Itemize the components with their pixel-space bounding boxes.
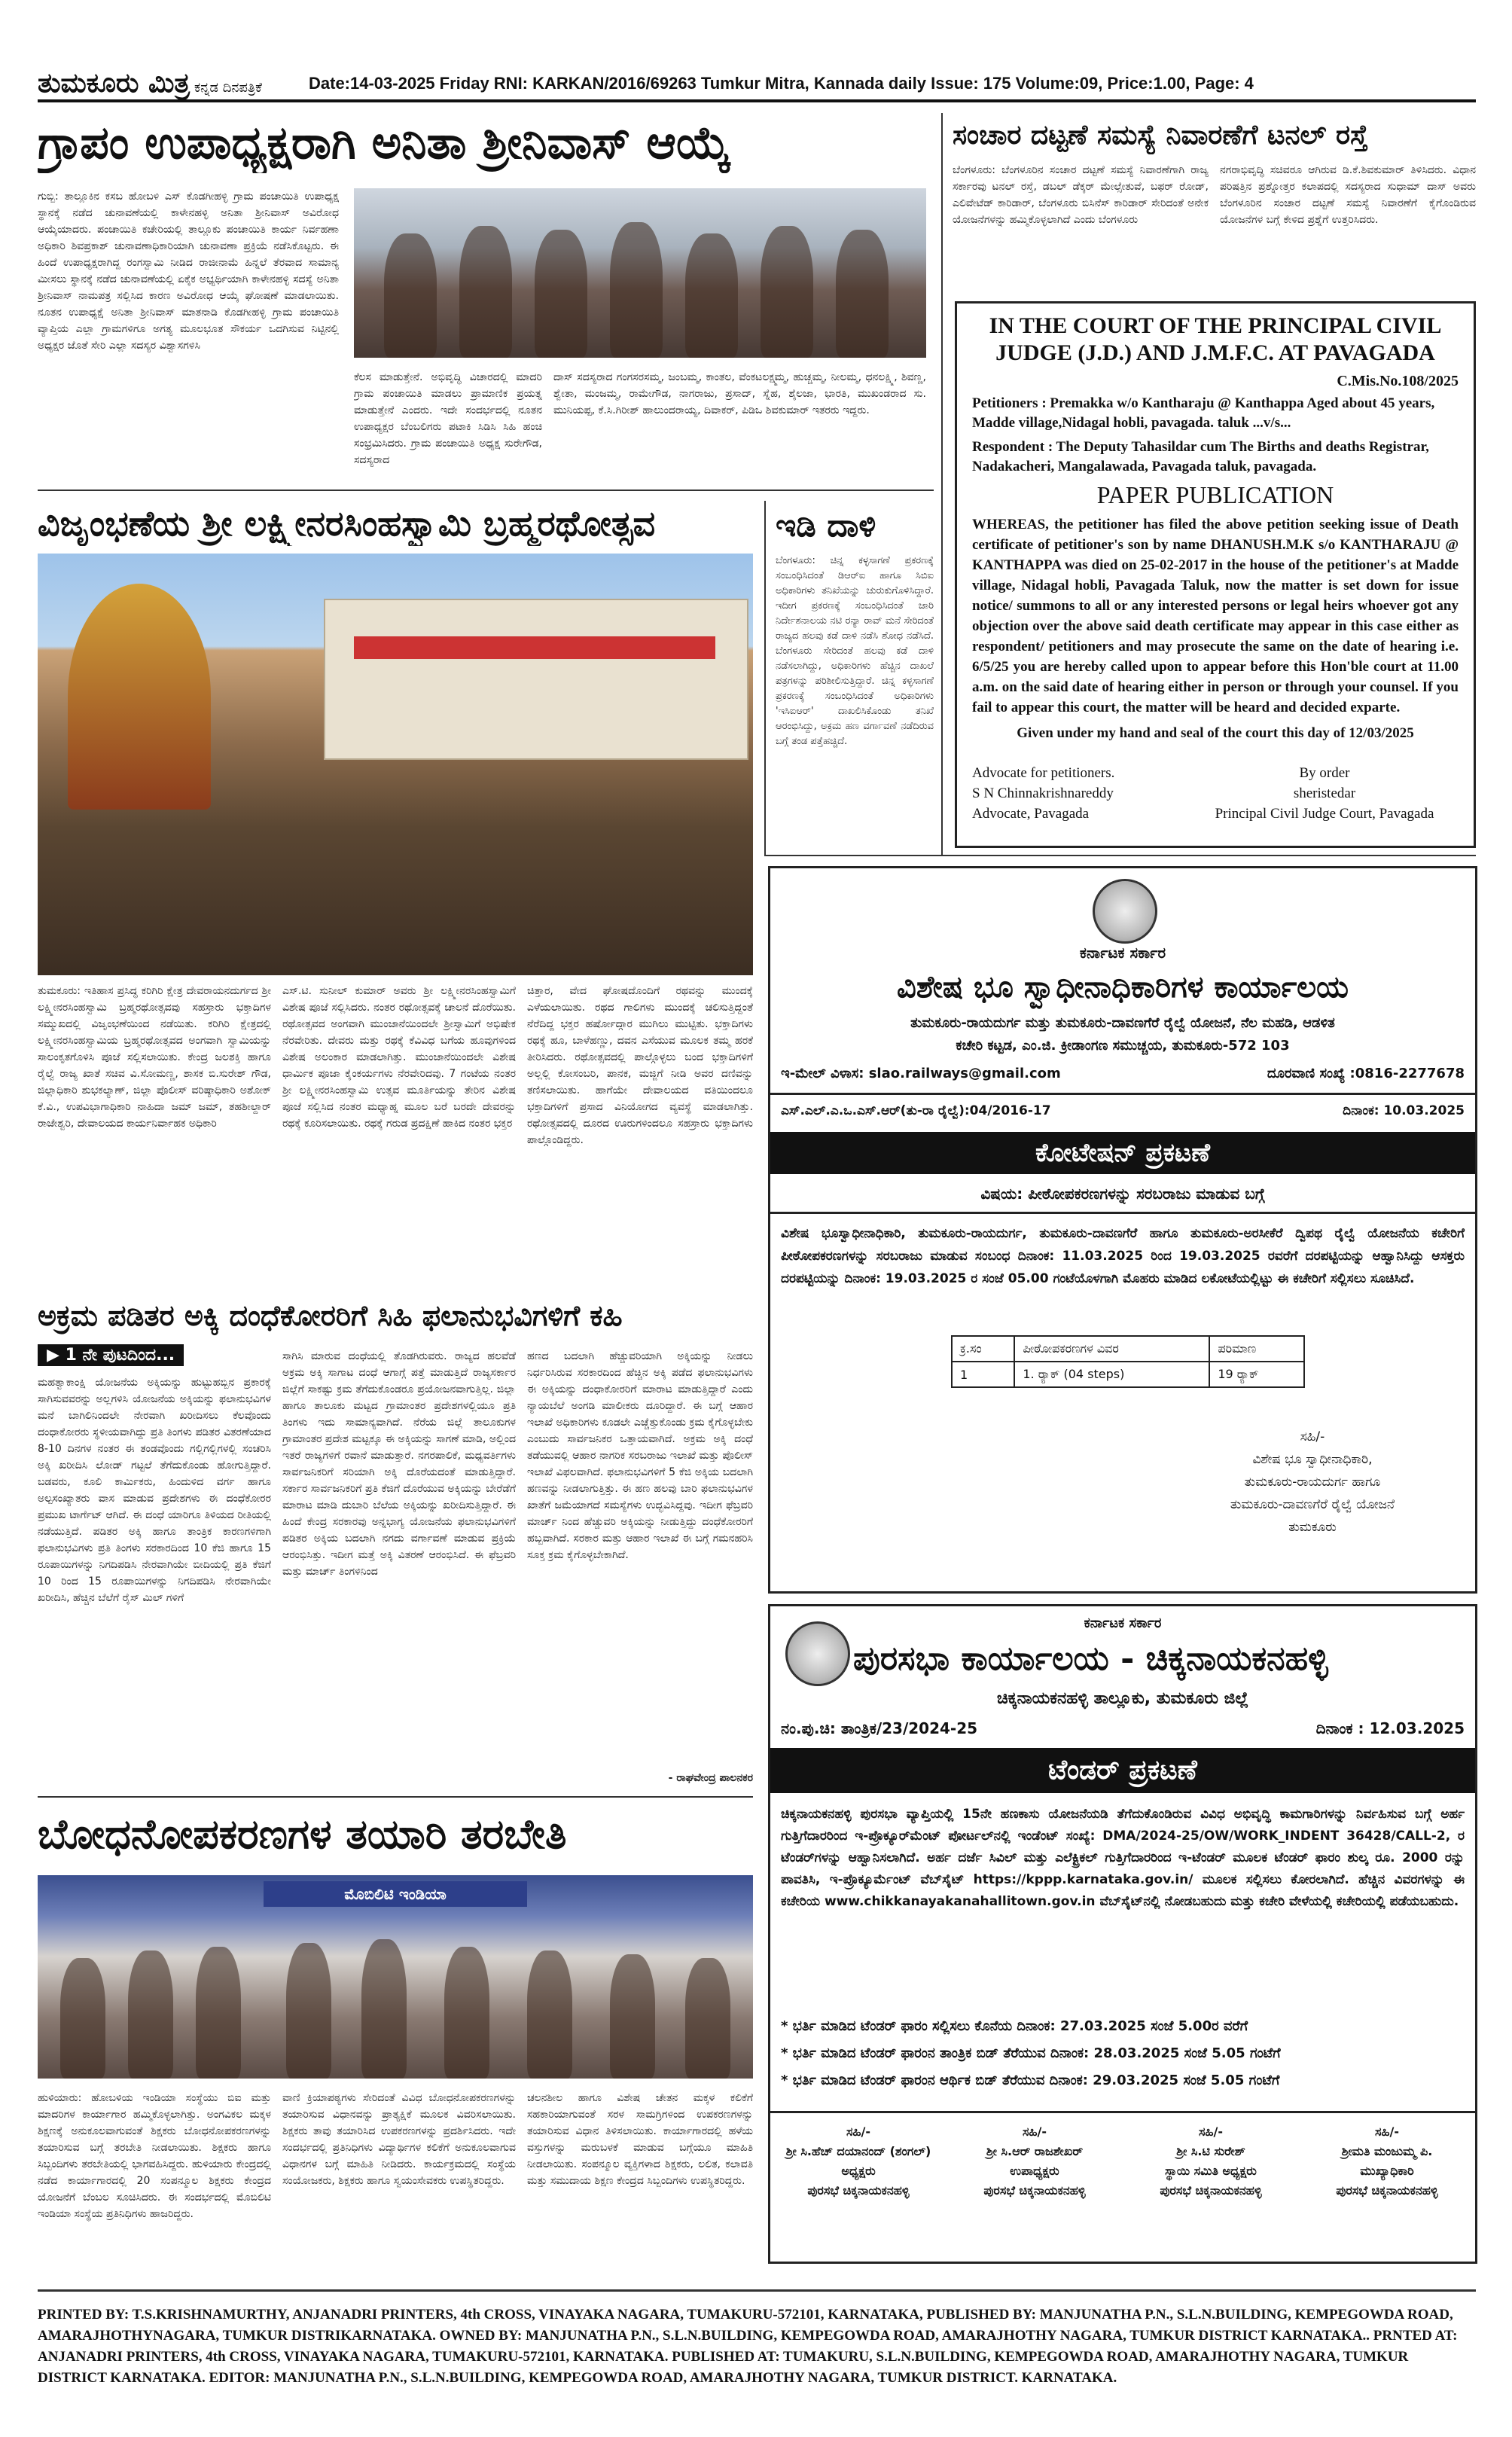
land-addr2: ಕಚೇರಿ ಕಟ್ಟಡ, ಎಂ.ಜಿ. ಕ್ರೀಡಾಂಗಣ ಸಮುಚ್ಚಯ, ತುಮಕೂರು-572 103 [956, 1038, 1290, 1054]
story1-headline: ಗ್ರಾಪಂ ಉಪಾಧ್ಯಕ್ಷರಾಗಿ ಅನಿತಾ ಶ್ರೀನಿವಾಸ್ ಆಯ್ಕೆ [38, 117, 731, 169]
story2-col1: ಬೆಂಗಳೂರು: ಬೆಂಗಳೂರಿನ ಸಂಚಾರ ದಟ್ಟಣೆ ಸಮಸ್ಯೆ ನಿವಾರಣೆಗಾಗಿ ರಾಜ್ಯ ಸರ್ಕಾರವು ಟನಲ್ ರಸ್ತೆ, ಡಬಲ್ ಡೆಕ್ಕರ್ ಮೇಲ್ಸೇತುವೆ, ಬಫರ್ ರೋಡ್, ಎಲಿವೇಟೆಡ್ ಕಾರಿಡಾರ್, ಬೆಂಗಳೂರು ಬಿಸಿನೆಸ್ ಕಾರಿಡಾರ್ ಸೇರಿದಂತೆ ಅನೇಕ ಯೋಜನೆಗಳನ್ನು ಹಮ್ಮಿಕೊಳ್ಳಲಾಗಿದೆ ಎಂದು ಬೆಂಗಳೂರು [953, 164, 1209, 226]
land-date: ದಿನಾಂಕ: 10.03.2025 [1343, 1103, 1465, 1118]
tender-dates [781, 2013, 1465, 2094]
purasabha-date: ದಿನಾಂಕ : 12.03.2025 [1315, 1719, 1465, 1737]
continued-tag: ▶ 1 ನೇ ಪುಟದಿಂದ... [38, 1344, 184, 1366]
imprint-footer: PRINTED BY: T.S.KRISHNAMURTHY, ANJANADRI PRINTERS, 4th CROSS, VINAYAKA NAGARA, TUMAKURU-572101, KARNATAKA, PUBLISHED BY: MANJUNATHA P.N., S.L.N.BUILDING, KEMPEGOWDA ROAD, AMARAJHOTHYNAGARA, TUMKUR DISTRIKARNATAKA. OWNED BY: MANJUNATHA P.N., S.L.N.BUILDING, KEMPEGOWDA ROAD, AMARAJHOTHY NAGARA, TUMKUR DISTRICT KARNATAKA.. PRNTED AT: ANJANADRI PRINTERS, 4th CROSS, VINAYAKA NAGARA, TUMAKURU-572101, KARNATAKA. PUBLISHED AT: TUMAKURU, S.L.N.BUILDING, KEMPEGOWDA ROAD, AMARAJHOTHY NAGARA, TUMKUR DISTRICT KARNATAKA. EDITOR: MANJUNATHA P.N., S.L.N.BUILDING, KEMPEGOWDA ROAD, AMARAJHOTHY NAGARA, TUMKUR DISTRICT. KARNATAKA. [38, 2307, 1458, 2386]
edi-dali-body: ಬೆಂಗಳೂರು: ಚಿನ್ನ ಕಳ್ಳಸಾಗಣೆ ಪ್ರಕರಣಕ್ಕೆ ಸಂಬಂಧಿಸಿದಂತೆ ಡಿಆರ್‌ಐ ಹಾಗೂ ಸಿಬಿಐ ಅಧಿಕಾರಿಗಳು ತನಿಖೆಯನ್ನು ಚುರುಕುಗೊಳಿಸಿದ್ದಾರೆ. ಇದೀಗ ಪ್ರಕರಣಕ್ಕೆ ಸಂಬಂಧಿಸಿದಂತೆ ಜಾರಿ ನಿರ್ದೇಶನಾಲಯ ನಟಿ ರನ್ಯಾ ರಾವ್ ಮನೆ ಸೇರಿದಂತೆ ರಾಜ್ಯದ ಹಲವು ಕಡೆ ದಾಳಿ ನಡೆಸಿ ಶೋಧ ನಡೆಸಿದೆ. ಬೆಂಗಳೂರು ಸೇರಿದಂತೆ ಹಲವು ಕಡೆ ದಾಳಿ ನಡೆಸಲಾಗಿದ್ದು, ಅಧಿಕಾರಿಗಳು ಹೆಚ್ಚಿನ ದಾಖಲೆ ಪತ್ರಗಳನ್ನು ಪರಿಶೀಲಿಸುತ್ತಿದ್ದಾರೆ. ಚಿನ್ನ ಕಳ್ಳಸಾಗಣೆ ಪ್ರಕರಣಕ್ಕೆ ಸಂಬಂಧಿಸಿದಂತೆ ಅಧಿಕಾರಿಗಳು 'ಇಸಿಐಆರ್' ದಾಖಲಿಸಿಕೊಂಡು ತನಿಖೆ ಆರಂಭಿಸಿದ್ದು, ಅಕ್ರಮ ಹಣ ವರ್ಗಾವಣೆ ನಡೆದಿರುವ ಬಗ್ಗೆ ತಂಡ ಪತ್ತೆಹಚ್ಚಿದೆ. [776, 555, 934, 747]
table-header: ಪರಿಮಾಣ [1209, 1336, 1304, 1362]
signature-block: ಸಹಿ/- ಶ್ರೀ ಸಿ.ಟಿ ಸುರೇಶ್ ಸ್ಥಾಯಿ ಸಮಿತಿ ಅಧ್ಯಕ್ಷರು ಪುರಸಭೆ ಚಿಕ್ಕನಾಯಕನಹಳ್ಳಿ [1160, 2124, 1262, 2198]
purasabha-govt: ಕರ್ನಾಟಕ ಸರ್ಕಾರ [1084, 1615, 1162, 1631]
story5-photo [38, 1875, 753, 2079]
story2-col2: ನಗರಾಭಿವೃದ್ಧಿ ಸಚಿವರೂ ಆಗಿರುವ ಡಿ.ಕೆ.ಶಿವಕುಮಾರ್ ತಿಳಿಸಿದರು. ವಿಧಾನ ಪರಿಷತ್ತಿನ ಪ್ರಶ್ನೋತ್ತರ ಕಲಾಪದಲ್ಲಿ ಸದಸ್ಯರಾದ ಸುಧಾಮ್ ದಾಸ್ ಅವರು ಬೆಂಗಳೂರಿನ ಸಂಚಾರ ದಟ್ಟಣೆ ಸಮಸ್ಯೆ ನಿವಾರಣೆಗೆ ಕೈಗೊಂಡಿರುವ ಯೋಜನೆಗಳ ಬಗ್ಗೆ ಕೇಳಿದ ಪ್ರಶ್ನೆಗೆ ಉತ್ತರಿಸಿದರು. [1220, 164, 1476, 226]
signature-block: ಸಹಿ/- ಶ್ರೀಮತಿ ಮಂಜುಮ್ಮ ಪಿ. ಮುಖ್ಯಾಧಿಕಾರಿ ಪುರಸಭೆ ಚಿಕ್ಕನಾಯಕನಹಳ್ಳಿ [1336, 2124, 1438, 2198]
story1-photo [354, 188, 926, 358]
masthead-subtitle: ಕನ್ನಡ ದಿನಪತ್ರಿಕೆ [194, 80, 262, 96]
story4-col2: ಸಾಗಿಸಿ ಮಾರುವ ದಂಧೆಯಲ್ಲಿ ತೊಡಗಿರುವರು. ರಾಜ್ಯದ ಹಲವೆಡೆ ಅಕ್ರಮ ಅಕ್ಕಿ ಸಾಗಾಟ ದಂಧೆ ಆಗಾಗ್ಗೆ ಪತ್ತೆ ಮಾಡುತ್ತಿದೆ ರಾಜ್ಯಸರ್ಕಾರ ಜಿಲ್ಲೆಗೆ ಸಾಕಷ್ಟು ಕ್ರಮ ತೆಗೆದುಕೊಂಡರೂ ಪ್ರಯೋಜನವಾಗುತ್ತಿಲ್ಲ. ಜಿಲ್ಲಾ ಹಾಗೂ ತಾಲೂಕು ಮಟ್ಟದ ಗ್ರಾಮಾಂತರ ಪ್ರದೇಶಗಳಲ್ಲಿಯೂ ಪ್ರತಿ ತಿಂಗಳು ಇದು ಸಾಮಾನ್ಯವಾಗಿದೆ. ನೆರೆಯ ಜಿಲ್ಲೆ ತಾಲೂಕುಗಳ ಗ್ರಾಮಾಂತರ ಪ್ರದೇಶ ಮಟ್ಟಕ್ಕೂ ಈ ಅಕ್ಕಿಯನ್ನು ಸಾಗಣೆ ಮಾಡಿ, ಅಲ್ಲಿಂದ ಇತರೆ ರಾಜ್ಯಗಳಿಗೆ ರವಾನೆ ಮಾಡುತ್ತಾರೆ. ನಗರಪಾಲಿಕೆ, ಮಧ್ಯವರ್ತಿಗಳು ಸಾರ್ವಜನಿಕರಿಗೆ ಸರಿಯಾಗಿ ಅಕ್ಕಿ ದೊರೆಯದಂತೆ ಮಾಡುತ್ತಿದ್ದಾರೆ. ಸರ್ಕಾರ ಸಾರ್ವಜನಿಕರಿಗೆ ಪ್ರತಿ ಕೆಜಿಗೆ ದೊರೆಯುವ ಅಕ್ಕಿಯನ್ನು ಬೇರೆಡೆಗೆ ಮಾರಾಟ ಮಾಡಿ ದುಬಾರಿ ಬೆಲೆಯ ಅಕ್ಕಿಯನ್ನು ಖರೀದಿಸುತ್ತಿದ್ದಾರೆ. ಈ ಹಿಂದೆ ಕೇಂದ್ರ ಸರಕಾರವು ಅನ್ನಭಾಗ್ಯ ಯೋಜನೆಯ ಫಲಾನುಭವಿಗಳಿಗೆ ಪಡಿತರ ಅಕ್ಕಿಯ ಬದಲಾಗಿ ನಗದು ವರ್ಗಾವಣೆ ಮಾಡುವ ಪ್ರಕ್ರಿಯೆ ಆರಂಭಿಸಿತ್ತು. ಇದೀಗ ಮತ್ತೆ ಅಕ್ಕಿ ವಿತರಣೆ ಆರಂಭಿಸಿದೆ. ಈ ಫೆಬ್ರವರಿ ಮತ್ತು ಮಾರ್ಚ್ ತಿಂಗಳಿನಿಂದ [282, 1350, 516, 1578]
tender-bar: ಟೆಂಡರ್ ಪ್ರಕಟಣೆ [770, 1748, 1475, 1793]
quotation-table [951, 1335, 1305, 1388]
story4-headline: ಅಕ್ರಮ ಪಡಿತರ ಅಕ್ಕಿ ದಂಧೆಕೋರರಿಗೆ ಸಿಹಿ ಫಲಾನುಭವಿಗಳಿಗೆ ಕಹಿ [38, 1299, 623, 1332]
land-body: ವಿಶೇಷ ಭೂಸ್ವಾಧೀನಾಧಿಕಾರಿ, ತುಮಕೂರು-ರಾಯದುರ್ಗ, ತುಮಕೂರು-ದಾವಣಗೆರೆ ಹಾಗೂ ತುಮಕೂರು-ಅರಸೀಕೆರೆ ದ್ವಿಪಥ ರೈಲ್ವೆ ಯೋಜನೆಯ ಕಚೇರಿಗೆ ಪೀಠೋಪಕರಣಗಳನ್ನು ಸರಬರಾಜು ಮಾಡುವ ಸಂಬಂಧ ದಿನಾಂಕ: 11.03.2025 ರಿಂದ 19.03.2025 ರವರೆಗೆ ದರಪಟ್ಟಿಯನ್ನು ಆಹ್ವಾನಿಸಿದ್ದು ಆಸಕ್ತರು ದರಪಟ್ಟಿಯನ್ನು ದಿನಾಂಕ: 19.03.2025 ರ ಸಂಜೆ 05.00 ಗಂಟೆಯೊಳಗಾಗಿ ಮೊಹರು ಮಾಡಿದ ಲಕೋಟೆಯಲ್ಲಿಟ್ಟು ಈ ಕಚೇರಿಗೆ ಸಲ್ಲಿಸಲು ಸೂಚಿಸಿದೆ. [781, 1226, 1465, 1286]
land-signature: ಸಹಿ/- ವಿಶೇಷ ಭೂ ಸ್ವಾಧೀನಾಧಿಕಾರಿ, ತುಮಕೂರು-ರಾಯದುರ್ಗ ಹಾಗೂ ತುಮಕೂರು-ದಾವಣಗೆರೆ ರೈಲ್ವೆ ಯೋಜನೆ ತುಮಕೂರು [1230, 1429, 1395, 1535]
story4-byline: - ರಾಘವೇಂದ್ರ ಪಾಲನಕರ [668, 1772, 753, 1784]
land-govt: ಕರ್ನಾಟಕ ಸರ್ಕಾರ [1079, 944, 1166, 962]
land-email: ಇ-ಮೇಲ್ ವಿಳಾಸ: slao.railways@gmail.com [781, 1066, 1061, 1081]
story5-col3: ಚಲನಶೀಲ ಹಾಗೂ ವಿಶೇಷ ಚೇತನ ಮಕ್ಕಳ ಕಲಿಕೆಗೆ ಸಹಕಾರಿಯಾಗುವಂತೆ ಸರಳ ಸಾಮಗ್ರಿಗಳಿಂದ ಉಪಕರಣಗಳನ್ನು ತಯಾರಿಸುವ ವಿಧಾನ ತಿಳಿಸಲಾಯಿತು. ಕಾರ್ಯಾಗಾರದಲ್ಲಿ ಹಳೆಯ ವಸ್ತುಗಳನ್ನು ಮರುಬಳಕೆ ಮಾಡುವ ಬಗ್ಗೆಯೂ ಮಾಹಿತಿ ನೀಡಲಾಯಿತು. ಸಂಪನ್ಮೂಲ ವ್ಯಕ್ತಿಗಳಾದ ಶಿಕ್ಷಕರು, ಲಲಿತ, ಕಲಾವತಿ ಮತ್ತು ಸಮುದಾಯ ಶಿಕ್ಷಣ ಕೇಂದ್ರದ ಸಿಬ್ಬಂದಿಗಳು ಉಪಸ್ಥಿತರಿದ್ದರು. [527, 2092, 753, 2187]
land-title: ವಿಶೇಷ ಭೂ ಸ್ವಾಧೀನಾಧಿಕಾರಿಗಳ ಕಾರ್ಯಾಲಯ [897, 969, 1349, 1005]
land-subject: ವಿಷಯ: ಪೀಠೋಪಕರಣಗಳನ್ನು ಸರಬರಾಜು ಮಾಡುವ ಬಗ್ಗೆ [980, 1185, 1265, 1203]
story5-col1: ಹುಳಿಯಾರು: ಹೋಬಳಿಯ ಇಂಡಿಯಾ ಸಂಸ್ಥೆಯು ಬಿಐ ಮತ್ತು ಮಾದರಿಗಳ ಕಾರ್ಯಾಗಾರ ಹಮ್ಮಿಕೊಳ್ಳಲಾಗಿತ್ತು. ಅಂಗವಿಕಲ ಮಕ್ಕಳ ಶಿಕ್ಷಣಕ್ಕೆ ಅನುಕೂಲವಾಗುವಂತೆ ಶಿಕ್ಷಕರು ಬೋಧನೋಪಕರಣಗಳನ್ನು ತಯಾರಿಸುವ ಬಗ್ಗೆ ತರಬೇತಿ ನೀಡಲಾಯಿತು. ಶಿಕ್ಷಕರು ಹಾಗೂ ಸಿಬ್ಬಂದಿಗಳು ತರಬೇತಿಯಲ್ಲಿ ಭಾಗವಹಿಸಿದ್ದರು. ಹುಳಿಯಾರು ಕೇಂದ್ರದಲ್ಲಿ ನಡೆದ ಕಾರ್ಯಾಗಾರದಲ್ಲಿ 20 ಸಂಪನ್ಮೂಲ ಶಿಕ್ಷಕರು ಕೇಂದ್ರದ ಯೋಜನೆಗೆ ಬೆಂಬಲ ಸೂಚಿಸಿದರು. ಈ ಸಂದರ್ಭದಲ್ಲಿ ಮೊಬಿಲಿಟಿ ಇಂಡಿಯಾ ಸಂಸ್ಥೆಯ ಪ್ರತಿನಿಧಿಗಳು ಹಾಜರಿದ್ದರು. [38, 2092, 271, 2220]
issue-meta: Date:14-03-2025 Friday RNI: KARKAN/2016/69263 Tumkur Mitra, Kannada daily Issue: 175 Volume:09, Price:1.00, Page: 4 [309, 74, 1254, 93]
story1-col1: ಗುಬ್ಬಿ: ತಾಲ್ಲೂಕಿನ ಕಸಬ ಹೋಬಳಿ ಎಸ್ ಕೊಡಗೀಹಳ್ಳಿ ಗ್ರಾಮ ಪಂಚಾಯಿತಿ ಉಪಾಧ್ಯಕ್ಷ ಸ್ಥಾನಕ್ಕೆ ನಡೆದ ಚುನಾವಣೆಯಲ್ಲಿ ಕಾಳೇನಹಳ್ಳಿ ಅನಿತಾ ಶ್ರೀನಿವಾಸ್ ಅವಿರೋಧ ಆಯ್ಕೆಯಾದರು. ಪಂಚಾಯಿತಿ ಕಚೇರಿಯಲ್ಲಿ ತಾಲ್ಲೂಕು ಪಂಚಾಯಿತಿ ಕಾರ್ಯ ನಿರ್ವಹಣಾ ಅಧಿಕಾರಿ ಶಿವಪ್ರಕಾಶ್ ಚುನಾವಣಾಧಿಕಾರಿಯಾಗಿ ಚುನಾವಣಾ ಪ್ರಕ್ರಿಯೆ ನಡೆಸಿಕೊಟ್ಟರು. ಈ ಹಿಂದೆ ಉಪಾಧ್ಯಕ್ಷರಾಗಿದ್ದ ರಂಗಸ್ವಾಮಿ ನೀಡಿದ ರಾಜೀನಾಮೆ ಹಿನ್ನಲೆ ತೆರವಾದ ಸಾಮಾನ್ಯ ಮೀಸಲು ಸ್ಥಾನಕ್ಕೆ ನಡೆದ ಚುನಾವಣೆಯಲ್ಲಿ ಏಕೈಕ ಅಭ್ಯರ್ಥಿಯಾಗಿ ಕಾಳೇನಹಳ್ಳಿ ಸದಸ್ಯೆ ಅನಿತಾ ಶ್ರೀನಿವಾಸ್ ನಾಮಪತ್ರ ಸಲ್ಲಿಸಿದ ಕಾರಣ ಅವಿರೋಧ ಆಯ್ಕೆ ಘೋಷಣೆ ಮಾಡಲಾಯಿತು. ನೂತನ ಉಪಾಧ್ಯಕ್ಷೆ ಅನಿತಾ ಶ್ರೀನಿವಾಸ್ ಮಾತನಾಡಿ ಕೊಡಗೀಹಳ್ಳಿ ಗ್ರಾಮ ಪಂಚಾಯಿತಿ ವ್ಯಾಪ್ತಿಯ ಎಲ್ಲಾ ಗ್ರಾಮಗಳಿಗೂ ಅಗತ್ಯ ಮೂಲಭೂತ ಸೌಕರ್ಯ ಒದಗಿಸುವ ನಿಟ್ಟಿನಲ್ಲಿ ಅಧ್ಯಕ್ಷರ ಜೊತೆ ಸೇರಿ ಎಲ್ಲಾ ಸದಸ್ಯರ ವಿಶ್ವಾಸಗಳಿಸಿ [38, 191, 339, 352]
story5-col2: ವಾಣಿ ಕ್ರಿಯಾಪಠ್ಯಗಳು ಸೇರಿದಂತೆ ವಿವಿಧ ಬೋಧನೋಪಕರಣಗಳನ್ನು ತಯಾರಿಸುವ ವಿಧಾನವನ್ನು ಪ್ರಾತ್ಯಕ್ಷಿಕೆ ಮೂಲಕ ವಿವರಿಸಲಾಯಿತು. ಶಿಕ್ಷಕರು ತಾವು ತಯಾರಿಸಿದ ಉಪಕರಣಗಳನ್ನು ಪ್ರದರ್ಶಿಸಿದರು. ಇದೇ ಸಂದರ್ಭದಲ್ಲಿ ಪ್ರತಿನಿಧಿಗಳು ವಿದ್ಯಾರ್ಥಿಗಳ ಕಲಿಕೆಗೆ ಅನುಕೂಲವಾಗುವ ವಿಧಾನಗಳ ಬಗ್ಗೆ ಮಾಹಿತಿ ನೀಡಿದರು. ಕಾರ್ಯಕ್ರಮದಲ್ಲಿ ಸಂಸ್ಥೆಯ ಸಂಯೋಜಕರು, ಶಿಕ್ಷಕರು ಹಾಗೂ ಸ್ವಯಂಸೇವಕರು ಉಪಸ್ಥಿತರಿದ್ದರು. [282, 2092, 516, 2187]
land-addr1: ತುಮಕೂರು-ರಾಯದುರ್ಗ ಮತ್ತು ತುಮಕೂರು-ದಾವಣಗೆರೆ ರೈಲ್ವೆ ಯೋಜನೆ, ನೆಲ ಮಹಡಿ, ಆಡಳಿತ [910, 1015, 1335, 1031]
table-cell: 19 ರ್‍ಯಾಕ್ [1209, 1362, 1304, 1387]
petitioners: Petitioners : Premakka w/o Kantharaju @ Kanthappa Aged about 45 years, Madde village,Nidagal hobli, pavagada. taluk ...v/s... [972, 395, 1435, 431]
purasabha-subtitle: ಚಿಕ್ಕನಾಯಕನಹಳ್ಳಿ ತಾಲ್ಲೂಕು, ತುಮಕೂರು ಜಿಲ್ಲೆ [996, 1689, 1249, 1708]
notice-body: WHEREAS, the petitioner has filed the above petition seeking issue of Death certificate of petitioner's son by name DHANUSH.M.K s/o KANTHARAJU @ KANTHAPPA was died on 25-02-2017 in the house of the petitioner's at Madde village, Nidagal hobli, Pavagada Taluk, now the matter is set down for issue notice/ summons to all or any interested persons or legal heirs whoever got any objection over the above said death certificate may appear in this case either as respondent/ petitioners and may prosecute the same on the date of hearing i.e. 6/5/25 you are hereby called upon to appear before this Hon'ble court at 11.00 a.m. on the said date of hearing either in person or through your counsel. If you fail to appear this court, the matter will be heard and decided exparte. [972, 517, 1459, 715]
story5-headline: ಬೋಧನೋಪಕರಣಗಳ ತಯಾರಿ ತರಬೇತಿ [38, 1810, 567, 1858]
advocate: Advocate for petitioners. S N Chinnakrishnareddy Advocate, Pavagada [972, 765, 1115, 822]
purasabha-title: ಪುರಸಭಾ ಕಾರ್ಯಾಲಯ - ಚಿಕ್ಕನಾಯಕನಹಳ್ಳಿ [853, 1639, 1328, 1678]
land-office-ad [768, 866, 1477, 1594]
case-number: C.Mis.No.108/2025 [1337, 373, 1459, 389]
signature-block: ಸಹಿ/- ಶ್ರೀ ಸಿ.ಹೆಚ್ ದಯಾನಂದ್ (ಶಂಗಲ್) ಅಧ್ಯಕ್ಷರು ಪುರಸಭೆ ಚಿಕ್ಕನಾಯಕನಹಳ್ಳಿ [785, 2124, 931, 2198]
tender-date-item: * ಭರ್ತಿ ಮಾಡಿದ ಟೆಂಡರ್ ಫಾರಂನ ಆರ್ಥಿಕ ಬಿಡ್ ತೆರೆಯುವ ದಿನಾಂಕ: 29.03.2025 ಸಂಜೆ 5.05 ಗಂಟೆಗೆ [781, 2073, 1280, 2088]
story4-col1: ಮಹತ್ವಾಕಾಂಕ್ಷಿ ಯೋಜನೆಯ ಅಕ್ಕಿಯನ್ನು ಹುಟ್ಟುಹಬ್ಬಿನ ಪ್ರಕಾರಕ್ಕೆ ಸಾಗಿಸುವವರನ್ನು ಅಲ್ಲಗಳಿಸಿ ಯೋಜನೆಯ ಅಕ್ಕಿಯನ್ನು ಫಲಾನುಭವಿಗಳ ಮನೆ ಬಾಗಿಲಿನಿಂದಲೇ ನೇರವಾಗಿ ಖರೀದಿಸಲು ಕೆಲವೊಂದು ದಂಧಾಕೋರರು ಸ್ಥಳೀಯವಾಗಿದ್ದು ಪ್ರತಿ ತಿಂಗಳು ಪಡಿತರ ವಿತರಣೆಯಾದ 8-10 ದಿನಗಳ ನಂತರ ಈ ತಂಡವೊಂದು ಗಲ್ಲಿಗಲ್ಲಿಗಳಲ್ಲಿ ಸಂಚರಿಸಿ ಅಕ್ಕಿ ಖರೀದಿಸಿ ಲೋಡ್ ಗಟ್ಟಲೆ ತೆಗೆದುಕೊಂಡು ಹೋಗುತ್ತಿದ್ದಾರೆ. ಬಡವರು, ಕೂಲಿ ಕಾರ್ಮಿಕರು, ಹಿಂದುಳಿದ ವರ್ಗ ಹಾಗೂ ಅಲ್ಪಸಂಖ್ಯಾತರು ವಾಸ ಮಾಡುವ ಪ್ರದೇಶಗಳು ಈ ದಂಧೆಕೋರರ ಪ್ರಮುಖ ಟಾರ್ಗೆಟ್ ಆಗಿದೆ. ಈ ದಂಧೆ ಯಾರಿಗೂ ತಿಳಿಯದ ರೀತಿಯಲ್ಲಿ ನಡೆಯುತ್ತಿದೆ. ಪಡಿತರ ಅಕ್ಕಿ ಹಾಗೂ ತಾಂತ್ರಿಕ ಕಾರಣಗಳಿಗಾಗಿ ಫಲಾನುಭವಿಗಳು ಪ್ರತಿ ತಿಂಗಳು ಸರಕಾರದಿಂದ 10 ಕೆಜಿ ಹಾಗೂ 15 ರೂಪಾಯಿಗಳನ್ನು ನಿಗದಿಪಡಿಸಿ ನೇರವಾಗಿಯೇ ಬೀದಿಯಲ್ಲಿ ಪ್ರತಿ ಕೆಜಿಗೆ 10 ರಿಂದ 15 ರೂಪಾಯಿಗಳನ್ನು ನಿಗದಿಪಡಿಸಿ ನೇರವಾಗಿಯೇ ಖರೀದಿಸಿ, ಹೆಚ್ಚಿನ ಬೆಲೆಗೆ ರೈಸ್ ಮಿಲ್ ಗಳಿಗೆ [38, 1377, 271, 1604]
land-ref: ಎಸ್.ಎಲ್.ಎ.ಒ.ಎಸ್.ಆರ್(ತು-ರಾ ರೈಲ್ವೆ):04/2016-17 [781, 1103, 1051, 1118]
table-cell: 1. ರ್‍ಯಾಕ್ (04 steps) [1014, 1362, 1209, 1387]
table-header-row [952, 1336, 1304, 1362]
story3-col1: ತುಮಕೂರು: ಇತಿಹಾಸ ಪ್ರಸಿದ್ಧ ಕರಿಗಿರಿ ಕ್ಷೇತ್ರ ದೇವರಾಯನದುರ್ಗದ ಶ್ರೀ ಲಕ್ಷ್ಮೀನರಸಿಂಹಸ್ವಾಮಿ ಬ್ರಹ್ಮರಥೋತ್ಸವವು ಸಹಸ್ರಾರು ಭಕ್ತಾದಿಗಳ ಸಮ್ಮುಖದಲ್ಲಿ ವಿಜೃಂಭಣೆಯಿಂದ ನಡೆಯಿತು. ಕರಿಗಿರಿ ಕ್ಷೇತ್ರದಲ್ಲಿ ಲಕ್ಷ್ಮೀನರಸಿಂಹಸ್ವಾಮಿಯ ಬ್ರಹ್ಮರಥೋತ್ಸವದ ಅಂಗವಾಗಿ ಸ್ವಾಮಿಯನ್ನು ಸಾಲಂಕೃತಗೊಳಿಸಿ ಪೂಜೆ ಸಲ್ಲಿಸಲಾಯಿತು. ಕೇಂದ್ರ ಜಲಶಕ್ತಿ ಹಾಗೂ ರೈಲ್ವೆ ರಾಜ್ಯ ಖಾತೆ ಸಚಿವ ವಿ.ಸೋಮಣ್ಣ, ಶಾಸಕ ಬಿ.ಸುರೇಶ್ ಗೌಡ, ಜಿಲ್ಲಾಧಿಕಾರಿ ಶುಭಕಲ್ಯಾಣ್, ಜಿಲ್ಲಾ ಪೊಲೀಸ್ ವರಿಷ್ಠಾಧಿಕಾರಿ ಅಶೋಕ್ ಕೆ.ವಿ., ಉಪವಿಭಾಗಾಧಿಕಾರಿ ನಾಹಿದಾ ಜಮ್ ಜಮ್, ತಹಶೀಲ್ದಾರ್ ರಾಜೇಶ್ವರಿ, ದೇವಾಲಯದ ಕಾರ್ಯನಿರ್ವಾಹಕ ಅಧಿಕಾರಿ [38, 985, 271, 1130]
tender-date-item: * ಭರ್ತಿ ಮಾಡಿದ ಟೆಂಡರ್ ಫಾರಂನ ತಾಂತ್ರಿಕ ಬಿಡ್ ತೆರೆಯುವ ದಿನಾಂಕ: 28.03.2025 ಸಂಜೆ 5.05 ಗಂಟೆಗೆ [781, 2045, 1281, 2061]
story4-col3: ಹಣದ ಬದಲಾಗಿ ಹೆಚ್ಚುವರಿಯಾಗಿ ಅಕ್ಕಿಯನ್ನು ನೀಡಲು ನಿರ್ಧರಿಸಿರುವ ಸರಕಾರದಿಂದ ಹೆಚ್ಚಿನ ಅಕ್ಕಿ ಪಡೆದ ಫಲಾನುಭವಿಗಳು ಈ ಅಕ್ಕಿಯನ್ನು ದಂಧಾಕೋರರಿಗೆ ಮಾರಾಟ ಮಾಡುತ್ತಿದ್ದಾರೆ ಎಂದು ನ್ಯಾಯಬೆಲೆ ಅಂಗಡಿ ಮಾಲೀಕರು ದೂರಿದ್ದಾರೆ. ಈ ಬಗ್ಗೆ ಆಹಾರ ಇಲಾಖೆ ಅಧಿಕಾರಿಗಳು ಕೂಡಲೇ ಎಚ್ಚೆತ್ತುಕೊಂಡು ಕ್ರಮ ಕೈಗೊಳ್ಳಬೇಕು ಎಂಬುದು ಸಾರ್ವಜನಿಕರ ಒತ್ತಾಯವಾಗಿದೆ. ಅಕ್ರಮ ಅಕ್ಕಿ ದಂಧೆ ತಡೆಯುವಲ್ಲಿ ಆಹಾರ ನಾಗರಿಕ ಸರಬರಾಜು ಇಲಾಖೆ ಮತ್ತು ಪೊಲೀಸ್ ಇಲಾಖೆ ವಿಫಲವಾಗಿದೆ. ಫಲಾನುಭವಿಗಳಿಗೆ 5 ಕೆಜಿ ಅಕ್ಕಿಯ ಬದಲಾಗಿ ಹಣವನ್ನು ನೀಡಲಾಗುತ್ತಿತ್ತು. ಈ ಹಣ ಹಲವು ಬಾರಿ ಫಲಾನುಭವಿಗಳ ಖಾತೆಗೆ ಜಮೆಯಾಗದೆ ಸಮಸ್ಯೆಗಳು ಉದ್ಭವಿಸಿದ್ದವು. ಇದೀಗ ಫೆಬ್ರವರಿ ಮಾರ್ಚ್ ನಿಂದ ಹೆಚ್ಚುವರಿ ಅಕ್ಕಿಯನ್ನು ನೀಡುತ್ತಿದ್ದು ದಂಧೆಕೋರರಿಗೆ ಹಬ್ಬವಾಗಿದೆ. ಸರಕಾರ ಮತ್ತು ಆಹಾರ ಇಲಾಖೆ ಈ ಬಗ್ಗೆ ಗಮನಹರಿಸಿ ಸೂಕ್ತ ಕ್ರಮ ಕೈಗೊಳ್ಳಬೇಕಾಗಿದೆ. [527, 1350, 753, 1561]
story3-photo [38, 554, 753, 975]
quotation-bar: ಕೋಟೇಷನ್ ಪ್ರಕಟಣೆ [770, 1132, 1475, 1174]
purasabha-ref: ನಂ.ಪು.ಚಿ: ತಾಂತ್ರಿಕ/23/2024-25 [781, 1719, 978, 1737]
court-notice [955, 301, 1476, 848]
story3-col2: ಎಸ್.ಟಿ. ಸುನೀಲ್ ಕುಮಾರ್ ಅವರು ಶ್ರೀ ಲಕ್ಷ್ಮೀನರಸಿಂಹಸ್ವಾಮಿಗೆ ವಿಶೇಷ ಪೂಜೆ ಸಲ್ಲಿಸಿದರು. ನಂತರ ರಥೋತ್ಸವಕ್ಕೆ ಚಾಲನೆ ದೊರೆಯಿತು. ರಥೋತ್ಸವದ ಅಂಗವಾಗಿ ಮುಂಜಾನೆಯಿಂದಲೇ ಶ್ರೀಸ್ವಾಮಿಗೆ ಅಭಿಷೇಕ ನೆರವೇರಿತು. ದೇವರು ಮತ್ತು ರಥಕ್ಕೆ ಕೆವಿವಿಧ ಬಗೆಯ ಹೂವುಗಳಿಂದ ವಿಶೇಷ ಅಲಂಕಾರ ಮಾಡಲಾಗಿತ್ತು. ಮುಂಜಾನೆಯಿಂದಲೇ ವಿಶೇಷ ಧಾರ್ಮಿಕ ಪೂಜಾ ಕೈಂಕರ್ಯಗಳು ನೆರವೇರಿದವು. 7 ಗಂಟೆಯ ನಂತರ ಶ್ರೀ ಲಕ್ಷ್ಮೀನರಸಿಂಹಸ್ವಾಮಿ ಉತ್ಸವ ಮೂರ್ತಿಯನ್ನು ತೇರಿನ ವಿಶೇಷ ಪೂಜೆ ಸಲ್ಲಿಸಿದ ನಂತರ ಮಧ್ಯಾಹ್ನ ಮೂಲ ಬರೆ ಬರದೇ ದೇವರನ್ನು ರಥಕ್ಕೆ ಕೂರಿಸಲಾಯಿತು. ರಥಕ್ಕೆ ಗರುಡ ಪ್ರದಕ್ಷಿಣೆ ಹಾಕಿದ ನಂತರ ಭಕ್ತರ [282, 985, 516, 1130]
table-cell: 1 [952, 1362, 1014, 1387]
story3-col3: ಚಿತ್ತಾರ, ವೇದ ಘೋಷದೊಂದಿಗೆ ರಥವನ್ನು ಮುಂದಕ್ಕೆ ಎಳೆಯಲಾಯಿತು. ರಥದ ಗಾಲಿಗಳು ಮುಂದಕ್ಕೆ ಚಲಿಸುತ್ತಿದ್ದಂತೆ ನೆರೆದಿದ್ದ ಭಕ್ತರ ಹರ್ಷೋದ್ಗಾರ ಮುಗಿಲು ಮುಟ್ಟಿತು. ಭಕ್ತಾದಿಗಳು ರಥಕ್ಕೆ ಹೂ, ಬಾಳೆಹಣ್ಣು, ದವನ ಎಸೆಯುವ ಮೂಲಕ ತಮ್ಮ ಹರಕೆ ತೀರಿಸಿದರು. ರಥೋತ್ಸವದಲ್ಲಿ ಪಾಲ್ಗೊಳ್ಳಲು ಬಂದ ಭಕ್ತಾದಿಗಳಿಗೆ ಅಲ್ಲಲ್ಲಿ ಕೋಸಂಬರಿ, ಪಾನಕ, ಮಜ್ಜಿಗೆ ನೀಡಿ ಅವರ ದಣಿವನ್ನು ತಣಿಸಲಾಯಿತು. ಹಾಗೆಯೇ ದೇವಾಲಯದ ವತಿಯಿಂದಲೂ ಭಕ್ತಾದಿಗಳಿಗೆ ಪ್ರಸಾದ ವಿನಿಯೋಗದ ವ್ಯವಸ್ಥೆ ಮಾಡಲಾಗಿತ್ತು. ರಥೋತ್ಸವದಲ್ಲಿ ದೂರದ ಊರುಗಳಿಂದಲೂ ಸಹಸ್ರಾರು ಭಕ್ತಾದಿಗಳು ಪಾಲ್ಗೊಂಡಿದ್ದರು. [527, 985, 753, 1146]
edi-dali-headline: ಇಡಿ ದಾಳಿ [776, 507, 876, 544]
purasabha-body: ಚಿಕ್ಕನಾಯಕನಹಳ್ಳಿ ಪುರಸಭಾ ವ್ಯಾಪ್ತಿಯಲ್ಲಿ 15ನೇ ಹಣಕಾಸು ಯೋಜನೆಯಡಿ ತೆಗೆದುಕೊಂಡಿರುವ ವಿವಿಧ ಅಭಿವೃದ್ಧಿ ಕಾಮಗಾರಿಗಳನ್ನು ನಿರ್ವಹಿಸುವ ಬಗ್ಗೆ ಅರ್ಹ ಗುತ್ತಿಗೆದಾರರಿಂದ ಇ-ಪ್ರೊಕ್ಯೂರ್‌ಮೆಂಟ್ ಪೋರ್ಟಲ್‌ನಲ್ಲಿ ಇಂಡೆಂಟ್ ಸಂಖ್ಯೆ: DMA/2024-25/OW/WORK_INDENT 36428/CALL-2, ರ ಟೆಂಡರ್‌ಗಳನ್ನು ಆಹ್ವಾನಿಸಲಾಗಿದೆ. ಅರ್ಹ ದರ್ಜೆ ಸಿವಿಲ್ ಮತ್ತು ಎಲೆಕ್ಟ್ರಿಕಲ್ ಗುತ್ತಿಗೆದಾರರಿಂದ ಇ-ಟೆಂಡರ್ ಮೂಲಕ ಟೆಂಡರ್ ಫಾರಂ ಶುಲ್ಕ ರೂ. 2000 ರನ್ನು ಪಾವತಿಸಿ, ಇ-ಪ್ರೊಕ್ಯೂರ್ಮೆಂಟ್ ವೆಬ್‌ಸೈಟ್ https://kppp.karnataka.gov.in/ ಮೂಲಕ ಸಲ್ಲಿಸಲು ಕೋರಲಾಗಿದೆ. ಹೆಚ್ಚಿನ ವಿವರಗಳನ್ನು ಈ ಕಚೇರಿಯ www.chikkanayakanahallitown.gov.in ವೆಬ್‌ಸೈಟ್‌ನಲ್ಲಿ ನೋಡಬಹುದು ಮತ್ತು ಕಚೇರಿ ವೇಳೆಯಲ್ಲಿ ಕಚೇರಿಯಲ್ಲಿ ಪಡೆಯಬಹುದು. [781, 1807, 1465, 1909]
photo-banner: ಮೊಬಿಲಿಟಿ ಇಂಡಿಯಾ [264, 1881, 527, 1907]
court-title: IN THE COURT OF THE PRINCIPAL CIVIL JUDGE (J.D.) AND J.M.F.C. AT PAVAGADA [989, 313, 1442, 365]
story1-col3: ದಾಸ್ ಸದಸ್ಯರಾದ ಗಂಗಸರಸಮ್ಮ, ಜಂಬಮ್ಮ, ಕಾಂತಲ, ವೆಂಕಟಲಕ್ಷ್ಮಮ್ಮ, ಹುಚ್ಚಮ್ಮ, ನೀಲಮ್ಮ, ಧನಲಕ್ಷ್ಮಿ, ಶಿವಣ್ಣ, ಶ್ವೇತಾ, ಮಂಜಮ್ಮ, ರಾಮೇಗೌಡ, ನಾಗರಾಜು, ಪ್ರಸಾದ್, ಸ್ನೆಹ, ಶೈಲಜಾ, ಭಾರತಿ, ಮುಖಂಡರಾದ ಸು. ಮುನಿಯಪ್ಪ, ಕೆ.ಸಿ.ಗಿರೀಶ್ ಹಾಲುಂದರಾಯ್ಯ, ದಿವಾಕರ್, ಪಿಡಿಒ ಶಿವಕುಮಾರ್ ಇತರರು ಇದ್ದರು. [553, 371, 926, 416]
signature-row [770, 2122, 1475, 2250]
notice-given: Given under my hand and seal of the court this day of 12/03/2025 [1017, 725, 1414, 741]
karnataka-emblem-icon [1093, 879, 1157, 944]
notice-heading: PAPER PUBLICATION [1096, 481, 1334, 508]
tender-date-item: * ಭರ್ತಿ ಮಾಡಿದ ಟೆಂಡರ್ ಫಾರಂ ಸಲ್ಲಿಸಲು ಕೊನೆಯ ದಿನಾಂಕ: 27.03.2025 ಸಂಜೆ 5.00ರ ವರೆಗೆ [781, 2018, 1248, 2034]
masthead-bar [38, 66, 1476, 102]
respondent: Respondent : The Deputy Tahasildar cum The Births and deaths Registrar, Nadakacheri, Mangalawada, Pavagada taluk, pavagada. [972, 439, 1429, 474]
court-order: By order sheristedar Principal Civil Judge Court, Pavagada [1215, 765, 1434, 822]
land-phone: ದೂರವಾಣಿ ಸಂಖ್ಯೆ :0816-2277678 [1267, 1066, 1465, 1081]
story3-headline: ವಿಜೃಂಭಣೆಯ ಶ್ರೀ ಲಕ್ಷ್ಮೀನರಸಿಂಹಸ್ವಾಮಿ ಬ್ರಹ್ಮರಥೋತ್ಸವ [38, 503, 656, 544]
table-header: ಕ್ರ.ಸಂ [952, 1336, 1014, 1362]
purasabha-ad [768, 1604, 1477, 2264]
masthead: ತುಮಕೂರು ಮಿತ್ರ ಕನ್ನಡ ದಿನಪತ್ರಿಕೆ [38, 68, 262, 99]
table-row [952, 1362, 1304, 1387]
table-header: ಪೀಠೋಪಕರಣಗಳ ವಿವರ [1014, 1336, 1209, 1362]
signature-block: ಸಹಿ/- ಶ್ರೀ ಸಿ.ಆರ್ ರಾಜಶೇಖರ್ ಉಪಾಧ್ಯಕ್ಷರು ಪುರಸಭೆ ಚಿಕ್ಕನಾಯಕನಹಳ್ಳಿ [983, 2124, 1086, 2198]
story2-headline: ಸಂಚಾರ ದಟ್ಟಣೆ ಸಮಸ್ಯೆ ನಿವಾರಣೆಗೆ ಟನಲ್ ರಸ್ತೆ [953, 120, 1368, 151]
story1-col2: ಕೆಲಸ ಮಾಡುತ್ತೇನೆ. ಅಭಿವೃದ್ಧಿ ವಿಚಾರದಲ್ಲಿ ಮಾದರಿ ಗ್ರಾಮ ಪಂಚಾಯಿತಿ ಮಾಡಲು ಪ್ರಾಮಾಣಿಕ ಪ್ರಯತ್ನ ಮಾಡುತ್ತೇನೆ ಎಂದರು. ಇದೇ ಸಂದರ್ಭದಲ್ಲಿ ನೂತನ ಉಪಾಧ್ಯಕ್ಷರ ಬೆಂಬಲಿಗರು ಪಟಾಕಿ ಸಿಡಿಸಿ ಸಿಹಿ ಹಂಚಿ ಸಂಭ್ರಮಿಸಿದರು. ಗ್ರಾಮ ಪಂಚಾಯಿತಿ ಅಧ್ಯಕ್ಷ ಸುರೇಗೌಡ, ಸದಸ್ಯರಾದ [354, 371, 542, 466]
